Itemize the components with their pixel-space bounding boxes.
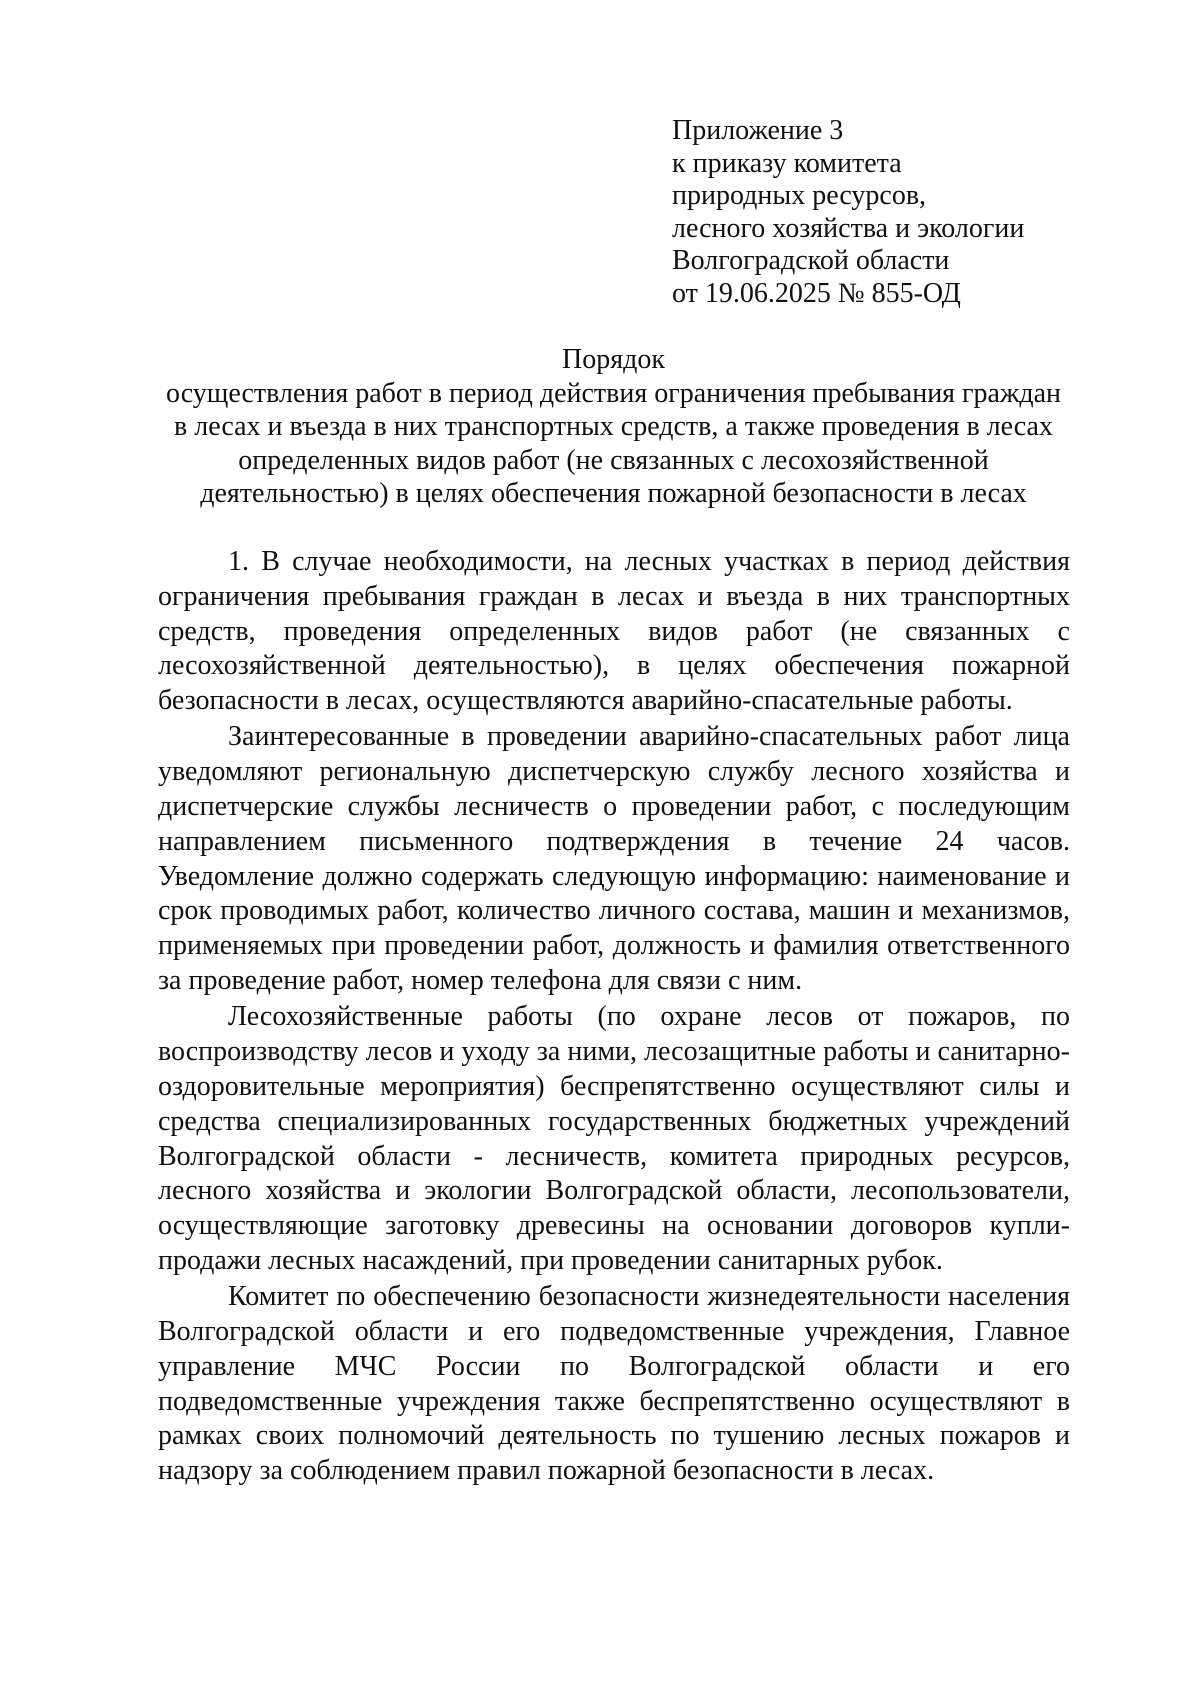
paragraph: 1. В случае необходимости, на лесных участках в период действия ограничения пребывания граждан в лесах и въезда в них транспортных средств, проведения определенных видов работ (не связанных с лесохозяйственной деятельностью), в целях обеспечения пожарной безопасности в лесах, осуществляются аварийно-спасательные работы. <box>158 546 1070 717</box>
appendix-line: Приложение 3 <box>672 115 844 146</box>
title-line: деятельностью) в целях обеспечения пожарной безопасности в лесах <box>200 478 1027 509</box>
paragraph: Заинтересованные в проведении аварийно-спасательных работ лица уведомляют региональную диспетчерскую службу лесного хозяйства и диспетчерские службы лесничеств о проведении работ, с последующим направлением письменного подтверждения в течение 24 часов. Уведомление должно содержать следующую информацию: наименование и срок проводимых работ, количество личного состава, машин и механизмов, применяемых при проведении работ, должность и фамилия ответственного за проведение работ, номер телефона для связи с ним. <box>158 721 1070 997</box>
appendix-line: от 19.06.2025 № 855-ОД <box>672 277 961 309</box>
title-heading: Порядок <box>562 344 665 375</box>
appendix-line: к приказу комитета <box>672 147 902 179</box>
document-body <box>158 545 1070 1491</box>
document-title <box>140 343 1087 511</box>
paragraph: Лесохозяйственные работы (по охране лесов от пожаров, по воспроизводству лесов и уходу за ними, лесозащитные работы и санитарно-оздоровительные мероприятия) беспрепятственно осуществляют силы и средства специализированных государственных бюджетных учреждений Волгоградской области - лесничеств, комитета природных ресурсов, лесного хозяйства и экологии Волгоградской области, лесопользователи, осуществляющие заготовку древесины на основании договоров купли-продажи лесных насаждений, при проведении санитарных рубок. <box>158 1001 1070 1276</box>
paragraph: Комитет по обеспечению безопасности жизнедеятельности населения Волгоградской области и его подведомственные учреждения, Главное управление МЧС России по Волгоградской области и его подведомственные учреждения также беспрепятственно осуществляют в рамках своих полномочий деятельность по тушению лесных пожаров и надзору за соблюдением правил пожарной безопасности в лесах. <box>158 1281 1070 1487</box>
appendix-line: Волгоградской области <box>672 245 950 276</box>
title-line: в лесах и въезда в них транспортных средств, а также проведения в лесах <box>174 411 1053 442</box>
appendix-line: природных ресурсов, <box>672 180 927 211</box>
appendix-line: лесного хозяйства и экологии <box>672 212 1025 244</box>
title-line: определенных видов работ (не связанных с лесохозяйственной <box>238 444 989 476</box>
appendix-header <box>672 115 1152 310</box>
title-line: осуществления работ в период действия ограничения пребывания граждан <box>166 377 1061 409</box>
